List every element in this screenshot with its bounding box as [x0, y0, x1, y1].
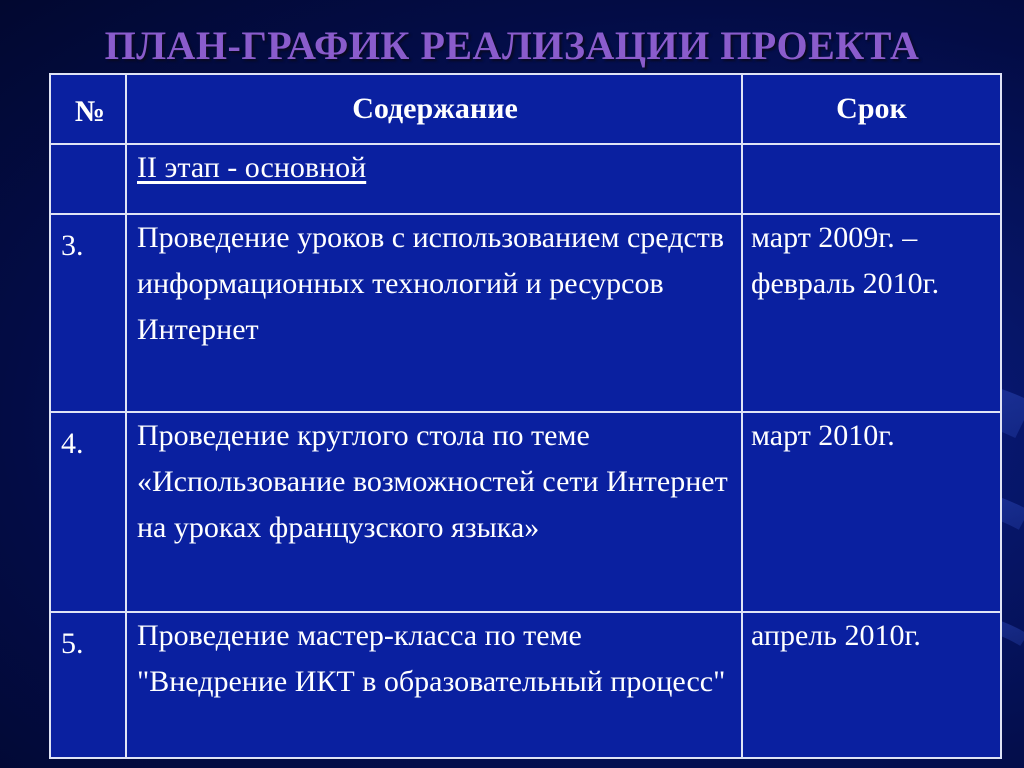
row-content: Проведение круглого стола по теме «Использование возможностей сети Интернет на уроках французского языка» [126, 412, 742, 612]
row-content: Проведение уроков с использованием средств информационных технологий и ресурсов Интернет [126, 214, 742, 412]
stage-label: II этап - основной [137, 151, 367, 184]
project-schedule-table [49, 73, 1002, 759]
table-row [50, 612, 1001, 758]
row-term: март 2009г. – февраль 2010г. [742, 214, 1001, 412]
table-row [50, 412, 1001, 612]
row-number: 5. [50, 612, 126, 758]
header-content: Содержание [126, 74, 742, 144]
row-term: март 2010г. [742, 412, 1001, 612]
table-row [50, 214, 1001, 412]
header-number: № [50, 74, 126, 144]
row-number: 3. [50, 214, 126, 412]
stage-number-cell [50, 144, 126, 214]
stage-label-cell [126, 144, 742, 214]
stage-term-cell [742, 144, 1001, 214]
stage-row [50, 144, 1001, 214]
row-term: апрель 2010г. [742, 612, 1001, 758]
row-number: 4. [50, 412, 126, 612]
table-header-row [50, 74, 1001, 144]
header-term: Срок [742, 74, 1001, 144]
slide-title: ПЛАН-ГРАФИК РЕАЛИЗАЦИИ ПРОЕКТА [104, 23, 920, 68]
row-content: Проведение мастер-класса по теме "Внедрение ИКТ в образовательный процесс" [126, 612, 742, 758]
